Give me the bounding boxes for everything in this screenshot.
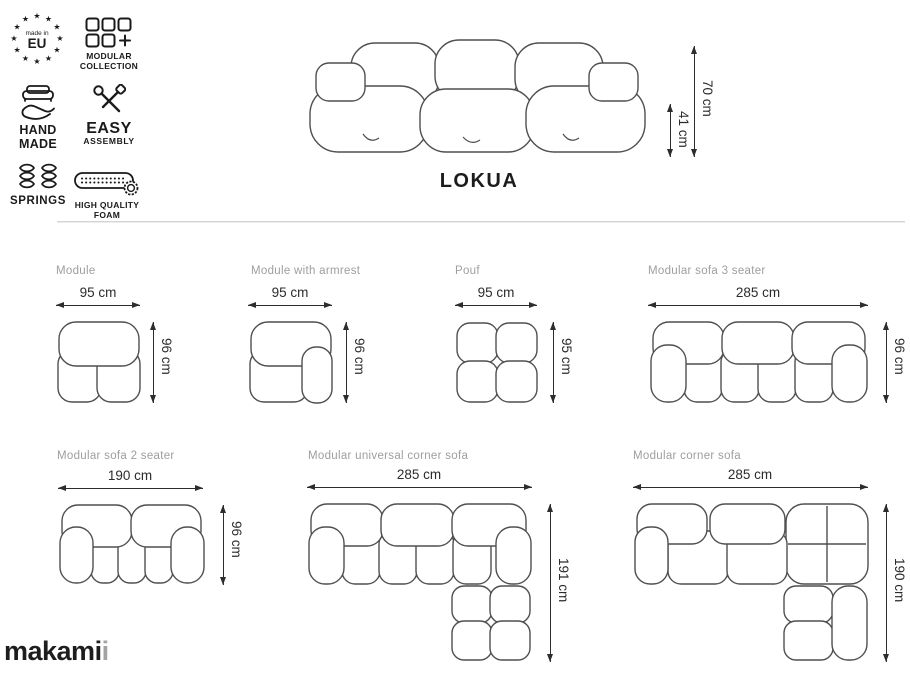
badge-label: HAND <box>19 123 57 137</box>
module-armrest-top-view-drawing <box>248 320 334 406</box>
badge-label: ASSEMBLY <box>83 136 135 146</box>
width-label-pouf: 95 cm <box>477 285 515 300</box>
svg-text:★: ★ <box>21 14 30 24</box>
total-height-arrow <box>694 46 695 157</box>
variant-title-corner: Modular corner sofa <box>633 450 741 462</box>
svg-text:★: ★ <box>53 45 61 55</box>
width-label-sofa2: 190 cm <box>107 468 153 483</box>
svg-text:★: ★ <box>44 53 53 63</box>
width-arrow-sofa3 <box>648 305 868 306</box>
eu-stars-icon <box>9 10 65 66</box>
depth-label-module: 96 cm <box>159 338 174 375</box>
svg-text:★: ★ <box>53 22 61 32</box>
badge-label: FOAM <box>93 209 121 220</box>
badge-label: EASY <box>86 120 132 137</box>
badge-label: SPRINGS <box>10 195 66 207</box>
width-label-corner: 285 cm <box>727 467 773 482</box>
badge-modular-collection <box>76 17 142 72</box>
depth-label-corner: 190 cm <box>892 558 907 603</box>
svg-text:★: ★ <box>56 34 64 43</box>
badge-springs <box>9 162 67 208</box>
svg-text:★: ★ <box>33 57 41 66</box>
sofa3-top-view-drawing <box>648 320 870 405</box>
depth-arrow-module-armrest <box>346 322 347 403</box>
variant-title-sofa2: Modular sofa 2 seater <box>57 450 175 462</box>
brand-logo-main: makami <box>4 636 102 666</box>
width-label-sofa3: 285 cm <box>735 285 781 300</box>
section-divider <box>57 221 905 222</box>
hand-sofa-icon <box>18 84 58 120</box>
product-title: LOKUA <box>439 170 519 192</box>
badge-label: COLLECTION <box>79 60 139 71</box>
depth-label-pouf: 95 cm <box>559 338 574 375</box>
eu-text: EU <box>27 36 47 51</box>
seat-height-label: 41 cm <box>676 111 691 148</box>
made-in-text: made in <box>25 30 49 37</box>
hero-sofa-front-drawing <box>305 38 650 158</box>
badge-label: MADE <box>18 137 57 152</box>
svg-text:★: ★ <box>21 53 30 63</box>
depth-arrow-pouf <box>553 322 554 403</box>
depth-label-module-armrest: 96 cm <box>352 338 367 375</box>
foam-rosette-icon <box>73 168 141 198</box>
depth-arrow-module <box>153 322 154 403</box>
depth-arrow-corner-universal <box>550 504 551 662</box>
total-height-label: 70 cm <box>700 80 715 117</box>
svg-text:★: ★ <box>33 11 41 21</box>
width-arrow-pouf <box>455 305 537 306</box>
width-arrow-module <box>56 305 140 306</box>
crossed-tools-icon <box>92 84 126 118</box>
variant-title-module: Module <box>56 265 96 277</box>
svg-text:★: ★ <box>44 14 53 24</box>
depth-label-corner-universal: 191 cm <box>556 558 571 603</box>
width-label-module-armrest: 95 cm <box>271 285 309 300</box>
width-arrow-module-armrest <box>248 305 332 306</box>
variant-title-sofa3: Modular sofa 3 seater <box>648 265 766 277</box>
depth-arrow-sofa2 <box>223 505 224 585</box>
width-arrow-sofa2 <box>58 488 203 489</box>
depth-label-sofa3: 96 cm <box>892 338 907 375</box>
svg-text:★: ★ <box>10 34 18 43</box>
badge-label: MODULAR <box>86 51 132 61</box>
width-label-corner-universal: 285 cm <box>396 467 442 482</box>
badge-made-in-eu <box>8 10 66 66</box>
variant-title-module-armrest: Module with armrest <box>251 265 361 277</box>
badge-high-quality-foam <box>70 168 144 221</box>
pouf-top-view-drawing <box>454 320 540 406</box>
seat-height-arrow <box>670 104 671 157</box>
depth-arrow-sofa3 <box>886 322 887 403</box>
depth-label-sofa2: 96 cm <box>229 521 244 558</box>
brand-logo-accent: i <box>101 636 109 666</box>
sofa2-top-view-drawing <box>57 503 207 586</box>
variant-title-pouf: Pouf <box>455 265 480 277</box>
corner-universal-top-view-drawing <box>306 502 534 663</box>
springs-icon <box>18 162 58 192</box>
svg-text:★: ★ <box>13 22 21 32</box>
module-top-view-drawing <box>56 320 142 406</box>
width-arrow-corner-universal <box>307 487 532 488</box>
corner-top-view-drawing <box>632 502 870 663</box>
width-arrow-corner <box>633 487 868 488</box>
modular-grid-icon <box>85 17 133 49</box>
badge-hand-made <box>11 84 65 152</box>
depth-arrow-corner <box>886 504 887 662</box>
badge-label: HIGH QUALITY <box>74 200 140 210</box>
width-label-module: 95 cm <box>79 285 117 300</box>
svg-text:★: ★ <box>13 45 21 55</box>
variant-title-corner-universal: Modular universal corner sofa <box>308 450 469 462</box>
brand-logo <box>4 636 109 667</box>
badge-easy-assembly <box>80 84 138 147</box>
